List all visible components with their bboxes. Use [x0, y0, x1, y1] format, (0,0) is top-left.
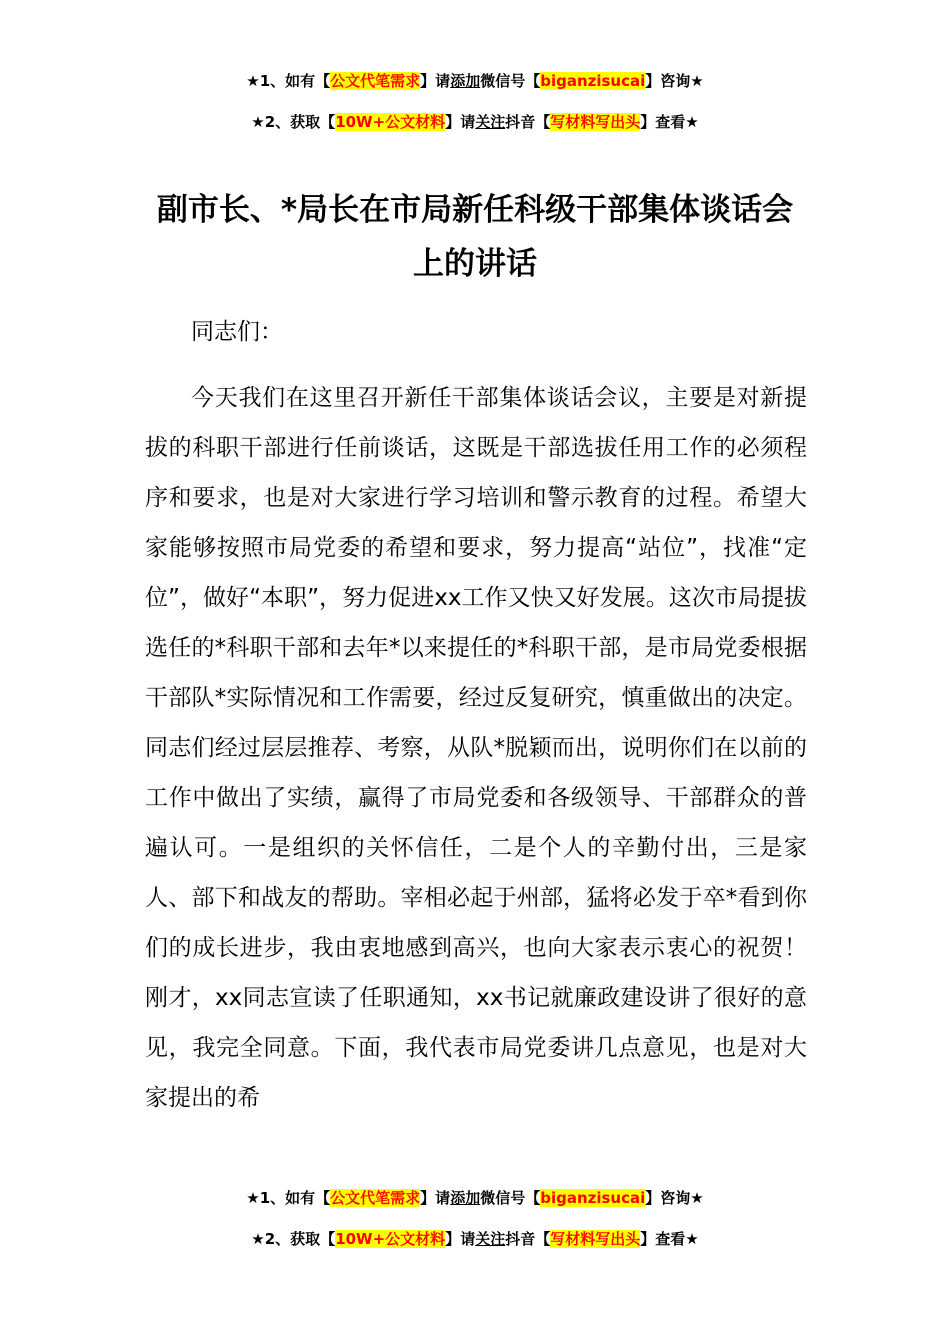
banner-highlight-wechat-id: biganzisucai — [540, 1189, 646, 1207]
banner-highlight-service: 公文代笔需求 — [330, 1189, 421, 1207]
banner-suffix: 】咨询★ — [645, 72, 704, 90]
banner-highlight-materials: 10W+公文材料 — [335, 113, 446, 131]
banner-text: 抖音【 — [505, 113, 551, 131]
banner-text: 微信号【 — [480, 72, 541, 90]
banner-highlight-service: 公文代笔需求 — [330, 72, 421, 90]
banner-highlight-douyin-id: 写材料写出头 — [550, 113, 641, 131]
banner-underlined-text: 关注 — [475, 1230, 506, 1248]
banner-text: 微信号【 — [480, 1189, 541, 1207]
banner-underlined-text: 添加 — [450, 1189, 481, 1207]
banner-text: 】请 — [445, 113, 476, 131]
banner-highlight-douyin-id: 写材料写出头 — [550, 1230, 641, 1248]
banner-prefix: ★1、如有【 — [246, 1189, 331, 1207]
banner-highlight-wechat-id: biganzisucai — [540, 72, 646, 90]
banner-prefix: ★2、获取【 — [251, 1230, 336, 1248]
banner-text: 】请 — [420, 1189, 451, 1207]
footer-banner-line1 — [0, 1187, 950, 1209]
banner-underlined-text: 关注 — [475, 113, 506, 131]
banner-text: 】请 — [420, 72, 451, 90]
banner-suffix: 】查看★ — [640, 1230, 699, 1248]
footer-banner-line2 — [0, 1228, 950, 1250]
banner-suffix: 】查看★ — [640, 113, 699, 131]
body-paragraph: 今天我们在这里召开新任干部集体谈话会议，主要是对新提拔的科职干部进行任前谈话，这既是干部选拔任用工作的必须程序和要求，也是对大家进行学习培训和警示教育的过程。希望大家能够按照市局党委的希望和要求，努力提高“站位”，找准“定位”，做好“本职”，努力促进xx工作又快又好发展。这次市局提拔选任的*科职干部和去年*以来提任的*科职干部，是市局党委根据干部队*实际情况和工作需要，经过反复研究，慎重做出的决定。同志们经过层层推荐、考察，从队*脱颖而出，说明你们在以前的工作中做出了实绩，赢得了市局党委和各级领导、干部群众的普遍认可。一是组织的关怀信任，二是个人的辛勤付出，三是家人、部下和战友的帮助。宰相必起于州部，猛将必发于卒*看到你们的成长进步，我由衷地感到高兴，也向大家表示衷心的祝贺！刚才，xx同志宣读了任职通知，xx书记就廉政建设讲了很好的意见，我完全同意。下面，我代表市局党委讲几点意见，也是对大家提出的希 — [145, 385, 807, 1111]
header-banner-line2 — [0, 111, 950, 133]
banner-underlined-text: 添加 — [450, 72, 481, 90]
banner-suffix: 】咨询★ — [645, 1189, 704, 1207]
banner-prefix: ★2、获取【 — [251, 113, 336, 131]
banner-text: 抖音【 — [505, 1230, 551, 1248]
banner-prefix: ★1、如有【 — [246, 72, 331, 90]
header-banner-line1 — [0, 70, 950, 92]
banner-text: 】请 — [445, 1230, 476, 1248]
banner-highlight-materials: 10W+公文材料 — [335, 1230, 446, 1248]
document-title: 副市长、*局长在市局新任科级干部集体谈话会上的讲话 — [156, 192, 794, 282]
salutation: 同志们： — [191, 319, 283, 345]
